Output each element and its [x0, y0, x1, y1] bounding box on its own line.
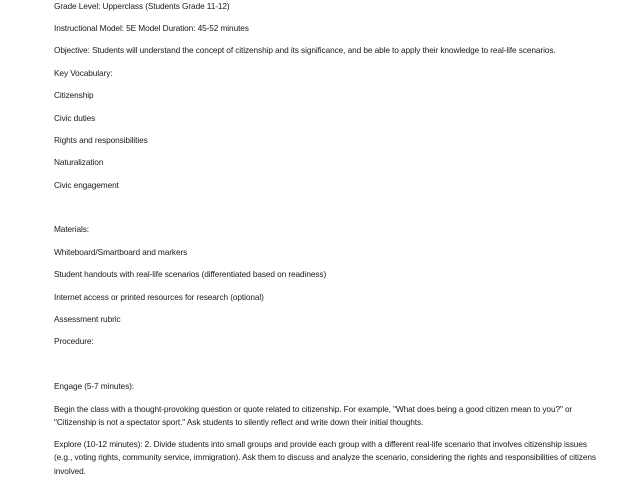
engage-heading: Engage (5-7 minutes):	[54, 381, 134, 391]
vocab-item: Civic engagement	[54, 180, 119, 190]
material-item: Whiteboard/Smartboard and markers	[54, 247, 188, 257]
key-vocabulary-heading: Key Vocabulary:	[54, 68, 113, 78]
material-item: Assessment rubric	[54, 314, 121, 324]
material-item: Student handouts with real-life scenarios (differentiated based on readiness)	[54, 269, 327, 279]
engage-text: "Citizenship is not a spectator sport." Ask students to silently reflect and write down their initial thoughts.	[54, 417, 424, 427]
vocab-item: Citizenship	[54, 90, 94, 100]
instructional-model: Instructional Model: 5E Model Duration: 45-52 minutes	[54, 23, 249, 33]
engage-text: Begin the class with a thought-provoking question or quote related to citizenship. For example, "What does being a good citizen mean to you?" or	[54, 404, 573, 414]
procedure-heading: Procedure:	[54, 336, 94, 346]
material-item: Internet access or printed resources for research (optional)	[54, 292, 264, 302]
grade-level: Grade Level: Upperclass (Students Grade 11-12)	[54, 1, 230, 11]
objective: Objective: Students will understand the concept of citizenship and its significance, and be able to apply their knowledge to real-life scenarios.	[54, 45, 556, 55]
vocab-item: Naturalization	[54, 157, 104, 167]
explore-text: Explore (10-12 minutes): 2. Divide students into small groups and provide each group with a different real-life scenario that involves citizenship issues	[54, 439, 587, 449]
materials-heading: Materials:	[54, 224, 89, 234]
explore-text: (e.g., voting rights, community service, immigration). Ask them to discuss and analyze the scenario, considering the rights and responsibilities of citizens	[54, 452, 596, 462]
explore-text: involved.	[54, 466, 86, 476]
vocab-item: Civic duties	[54, 113, 96, 123]
vocab-item: Rights and responsibilities	[54, 135, 148, 145]
